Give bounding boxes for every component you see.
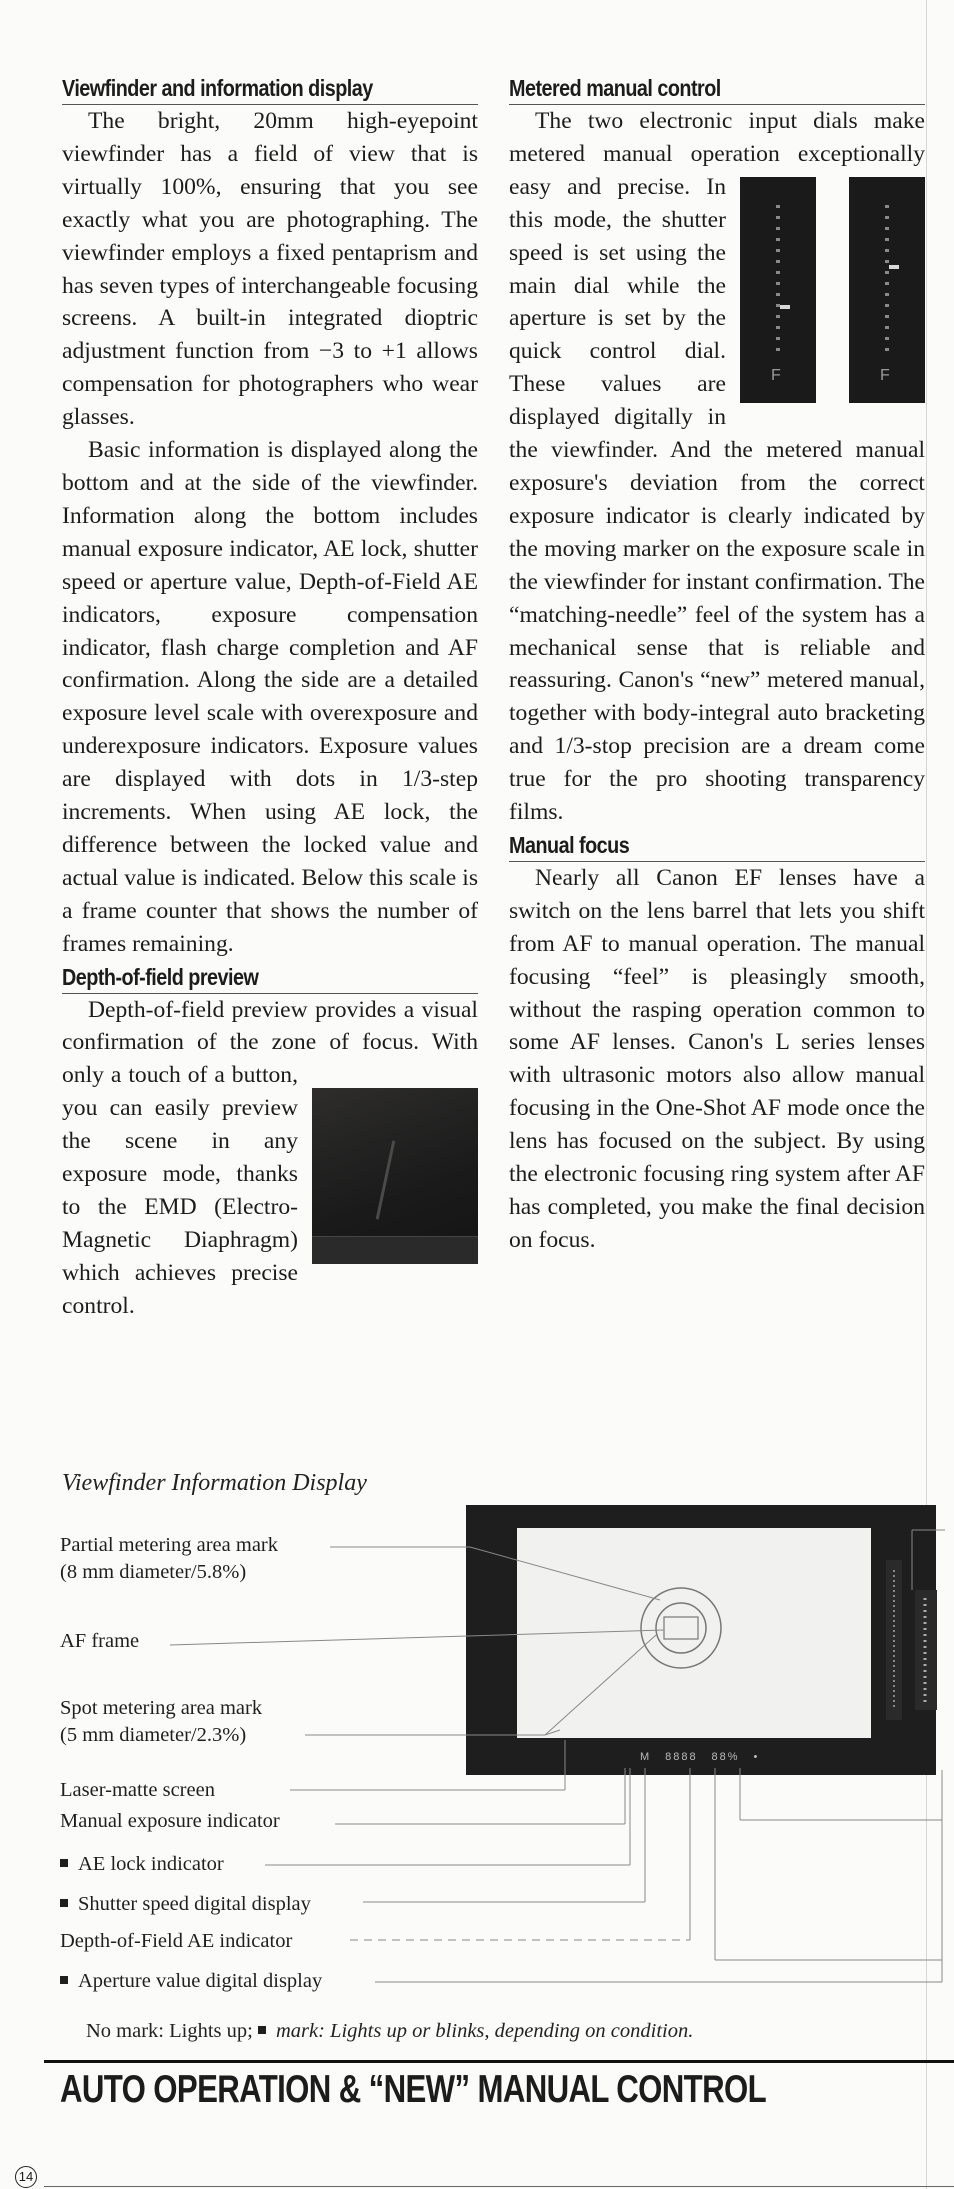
- exposure-scale-photo-1: [740, 177, 816, 403]
- exposure-scale-photo-2: [849, 177, 925, 403]
- section-title: AUTO OPERATION & “NEW” MANUAL CONTROL: [60, 2068, 767, 2111]
- page-number: 14: [15, 2166, 37, 2188]
- info-strip-readout: M 8888 88% •: [640, 1751, 760, 1763]
- metered-manual-paragraph: The two electronic input dials make metered manual operation exceptionally easy and precise. In this mode, the shutter speed is set using the main dial while the aperture is set by the quick control dial. These values are displayed digitally in the viewfinder. And the metered manual exposure's deviation from the correct exposure indicator is clearly indicated by the moving marker on the exposure scale in the viewfinder for instant confirmation. The “matching-needle” feel of the system has a mechanical sense that is reliable and reassuring. Canon's “new” metered manual, together with body-integral auto bracketing and 1/3-stop precision are a dream come true for the pro shooting transparency films.: [509, 108, 925, 826]
- callout-laser-matte: Laser-matte screen: [60, 1779, 215, 1801]
- bullet-mark: [258, 2026, 266, 2034]
- exposure-marker: [889, 265, 899, 269]
- side-exposure-scale: [915, 1590, 937, 1710]
- viewfinder-heading: Viewfinder and information display: [62, 75, 373, 101]
- left-column: [62, 72, 478, 1323]
- manual-focus-heading: Manual focus: [509, 831, 630, 858]
- bullet-mark: [60, 1976, 68, 1984]
- viewfinder-paragraph-2: Basic information is displayed along the bottom and at the side of the viewfinder. Information along the bottom includes manual exposure indicator, AE lock, shutter speed or aperture value, Depth-of-Field AE indicators, exposure compensation indicator, flash charge completion and AF confirmation. Along the side are a detailed exposure level scale with overexposure and underexposure indicators. Exposure values are displayed with dots in 1/3-step increments. When using AE lock, the difference between the locked value and actual value is indicated. Below this scale is a frame counter that shows the number of frames remaining.: [62, 437, 478, 957]
- callout-manual-exposure: Manual exposure indicator: [60, 1810, 280, 1832]
- dof-preview-photo: [312, 1088, 478, 1264]
- callout-spot-metering: Spot metering area mark (5 mm diameter/2.3%): [60, 1697, 263, 1746]
- callout-aperture: Aperture value digital display: [60, 1968, 322, 1995]
- manual-focus-paragraph: Nearly all Canon EF lenses have a switch on the lens barrel that lets you shift from AF to manual operation. The manual focusing “feel” is pleasingly smooth, without the rasping operation common to some AF lenses. Canon's L series lenses with ultrasonic motors also allow manual focusing in the One-Shot AF mode once the lens has focused on the subject. By using the electronic focusing ring system after AF has completed, you make the final decision on focus.: [509, 864, 925, 1253]
- dial-letter: F: [880, 367, 890, 384]
- callout-af-frame: AF frame: [60, 1630, 140, 1652]
- callout-dof-ae: Depth-of-Field AE indicator: [60, 1930, 293, 1952]
- section-rule: [44, 2060, 954, 2063]
- callout-shutter-speed: Shutter speed digital display: [60, 1891, 311, 1918]
- figure-caption: Viewfinder Information Display: [62, 1470, 367, 1496]
- bullet-mark: [60, 1859, 68, 1867]
- exposure-scale-photos: [740, 177, 925, 403]
- right-column: [509, 72, 925, 1257]
- dial-letter: F: [771, 367, 781, 384]
- callout-partial-metering: Partial metering area mark (8 mm diameter/5.8%): [60, 1534, 278, 1583]
- metered-manual-heading: Metered manual control: [509, 75, 721, 101]
- footer-rule: [44, 2186, 954, 2187]
- exposure-marker: [780, 305, 790, 309]
- bullet-mark: [60, 1899, 68, 1907]
- callout-ae-lock: AE lock indicator: [60, 1851, 224, 1878]
- viewfinder-paragraph-1: The bright, 20mm high-eyepoint viewfinder has a field of view that is virtually 100%, ensuring that you see exactly what you are photographing. The viewfinder employs a fixed pentaprism and has seven types of interchangeable focusing screens. A built-in integrated dioptric adjustment function from −3 to +1 allows compensation for photographers who wear glasses.: [62, 108, 478, 431]
- dof-heading: Depth-of-field preview: [62, 963, 259, 990]
- legend-note: No mark: Lights up; mark: Lights up or blinks, depending on condition.: [86, 2020, 694, 2042]
- dof-paragraph: Depth-of-field preview provides a visual confirmation of the zone of focus. With only a touch of a button, you can easily preview the scene in any exposure mode, thanks to the EMD (Electro-Magnetic Diaphragm) which achieves precise control.: [62, 996, 478, 1319]
